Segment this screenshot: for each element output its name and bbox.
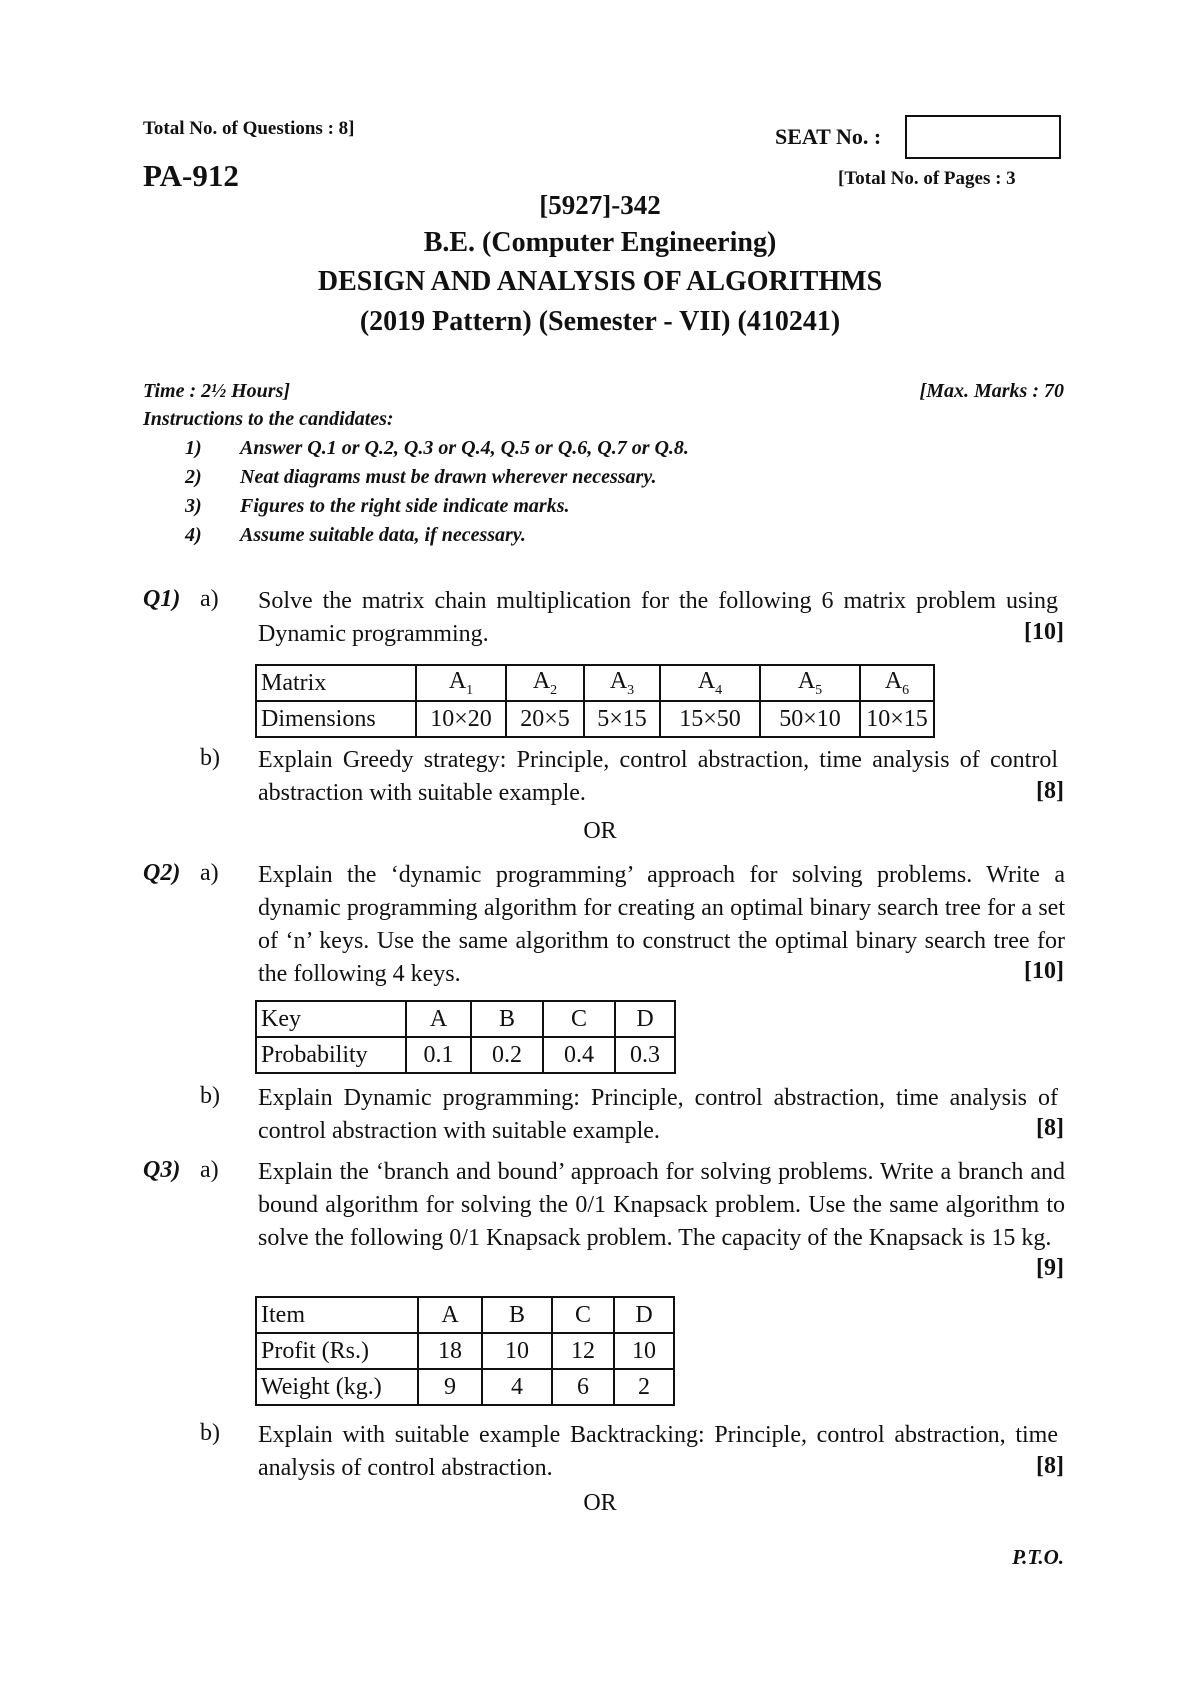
table-row bbox=[256, 665, 934, 701]
question-marks: [8] bbox=[1036, 1453, 1064, 1479]
instruction-text: Answer Q.1 or Q.2, Q.3 or Q.4, Q.5 or Q.6, Q.7 or Q.8. bbox=[240, 437, 689, 459]
table-cell: Item bbox=[256, 1297, 418, 1333]
total-questions: Total No. of Questions : 8] bbox=[143, 118, 355, 139]
question-text: Explain the ‘branch and bound’ approach for solving problems. Write a branch and bound algorithm for solving the 0/1 Knapsack problem. Use the same algorithm to solve the following 0/1 Knapsack problem. The capacity of the Knapsack is 15 kg. bbox=[258, 1159, 1065, 1251]
table-cell: A bbox=[418, 1297, 482, 1333]
question-marks: [10] bbox=[1024, 958, 1064, 984]
instructions-title: Instructions to the candidates: bbox=[143, 408, 394, 430]
table-cell: 18 bbox=[418, 1333, 482, 1369]
question-text: Explain Greedy strategy: Principle, control abstraction, time analysis of control abstraction with suitable example. bbox=[258, 747, 1058, 806]
table-cell: 10×20 bbox=[416, 701, 506, 737]
question-text: Explain the ‘dynamic programming’ approach for solving problems. Write a dynamic programming algorithm for creating an optimal binary search tree for a set of ‘n’ keys. Use the same algorithm to construct the optimal binary search tree for the following 4 keys. bbox=[258, 862, 1065, 987]
table-cell: B bbox=[471, 1001, 543, 1037]
table-cell: $A_1$ bbox=[416, 665, 506, 701]
table-cell: 0.4 bbox=[543, 1037, 615, 1073]
instruction-text: Figures to the right side indicate marks. bbox=[240, 495, 570, 517]
question-marks: [9] bbox=[1036, 1255, 1064, 1281]
instruction-item bbox=[185, 437, 689, 460]
question-text: Explain Dynamic programming: Principle, control abstraction, time analysis of control abstraction with suitable example. bbox=[258, 1085, 1058, 1144]
table-cell: 10 bbox=[482, 1333, 552, 1369]
instruction-number: 3) bbox=[185, 495, 202, 517]
table-cell: 20×5 bbox=[506, 701, 584, 737]
or-separator: OR bbox=[583, 1490, 617, 1516]
table-cell: Probability bbox=[256, 1037, 406, 1073]
table-cell: 0.1 bbox=[406, 1037, 471, 1073]
question-label: Q1) bbox=[143, 586, 181, 612]
subquestion-label: b) bbox=[200, 745, 220, 771]
table-cell: $A_6$ bbox=[860, 665, 934, 701]
table-cell: Key bbox=[256, 1001, 406, 1037]
instruction-item bbox=[185, 524, 526, 547]
instruction-item bbox=[185, 466, 656, 489]
table-cell: 10×15 bbox=[860, 701, 934, 737]
question-marks: [8] bbox=[1036, 778, 1064, 804]
table-cell: 15×50 bbox=[660, 701, 760, 737]
table-cell: 12 bbox=[552, 1333, 614, 1369]
subquestion-label: a) bbox=[200, 1157, 219, 1183]
table-cell: $A_4$ bbox=[660, 665, 760, 701]
matrix-table bbox=[255, 664, 935, 738]
instruction-text: Neat diagrams must be drawn wherever necessary. bbox=[240, 466, 657, 488]
table-cell: Matrix bbox=[256, 665, 416, 701]
table-cell: Profit (Rs.) bbox=[256, 1333, 418, 1369]
max-marks: [Max. Marks : 70 bbox=[919, 380, 1064, 402]
table-row bbox=[256, 1333, 674, 1369]
question-text: Explain with suitable example Backtracking: Principle, control abstraction, time analysis of control abstraction. bbox=[258, 1422, 1058, 1481]
question-label: Q3) bbox=[143, 1157, 181, 1183]
table-cell: A bbox=[406, 1001, 471, 1037]
table-cell: B bbox=[482, 1297, 552, 1333]
table-cell: 9 bbox=[418, 1369, 482, 1405]
instruction-number: 2) bbox=[185, 466, 202, 488]
table-cell: Dimensions bbox=[256, 701, 416, 737]
total-pages: [Total No. of Pages : 3 bbox=[838, 168, 1016, 189]
table-cell: Weight (kg.) bbox=[256, 1369, 418, 1405]
instruction-item bbox=[185, 495, 569, 518]
table-cell: D bbox=[614, 1297, 674, 1333]
subject-title: DESIGN AND ANALYSIS OF ALGORITHMS bbox=[317, 266, 883, 297]
knapsack-table bbox=[255, 1296, 675, 1406]
pto-footer: P.T.O. bbox=[1012, 1545, 1064, 1569]
table-cell: 4 bbox=[482, 1369, 552, 1405]
table-cell: $A_2$ bbox=[506, 665, 584, 701]
question-marks: [8] bbox=[1036, 1115, 1064, 1141]
subquestion-label: b) bbox=[200, 1083, 220, 1109]
table-row bbox=[256, 701, 934, 737]
table-cell: 10 bbox=[614, 1333, 674, 1369]
subquestion-label: a) bbox=[200, 586, 219, 612]
table-cell: D bbox=[615, 1001, 675, 1037]
question-text: Solve the matrix chain multiplication for the following 6 matrix problem using Dynamic programming. bbox=[258, 588, 1058, 647]
instruction-text: Assume suitable data, if necessary. bbox=[240, 524, 526, 546]
instruction-number: 1) bbox=[185, 437, 202, 459]
table-cell: 50×10 bbox=[760, 701, 860, 737]
table-cell: C bbox=[552, 1297, 614, 1333]
instruction-number: 4) bbox=[185, 524, 202, 546]
table-cell: $A_5$ bbox=[760, 665, 860, 701]
table-cell: 2 bbox=[614, 1369, 674, 1405]
paper-code: PA-912 bbox=[143, 158, 239, 193]
table-row bbox=[256, 1001, 675, 1037]
course-title: B.E. (Computer Engineering) bbox=[423, 227, 777, 258]
seat-number-box[interactable] bbox=[905, 115, 1061, 159]
table-cell: C bbox=[543, 1001, 615, 1037]
or-separator: OR bbox=[583, 818, 617, 844]
question-marks: [10] bbox=[1024, 619, 1064, 645]
table-cell: 5×15 bbox=[584, 701, 660, 737]
table-row bbox=[256, 1369, 674, 1405]
subquestion-label: a) bbox=[200, 860, 219, 886]
table-cell: $A_3$ bbox=[584, 665, 660, 701]
probability-table bbox=[255, 1000, 676, 1074]
table-cell: 6 bbox=[552, 1369, 614, 1405]
subquestion-label: b) bbox=[200, 1420, 220, 1446]
question-label: Q2) bbox=[143, 860, 181, 886]
table-row bbox=[256, 1297, 674, 1333]
table-row bbox=[256, 1037, 675, 1073]
pattern-title: (2019 Pattern) (Semester - VII) (410241) bbox=[359, 306, 841, 337]
table-cell: 0.3 bbox=[615, 1037, 675, 1073]
time-label: Time : 2½ Hours] bbox=[143, 380, 291, 402]
exam-code: [5927]-342 bbox=[539, 190, 661, 220]
seat-label: SEAT No. : bbox=[775, 124, 882, 149]
table-cell: 0.2 bbox=[471, 1037, 543, 1073]
